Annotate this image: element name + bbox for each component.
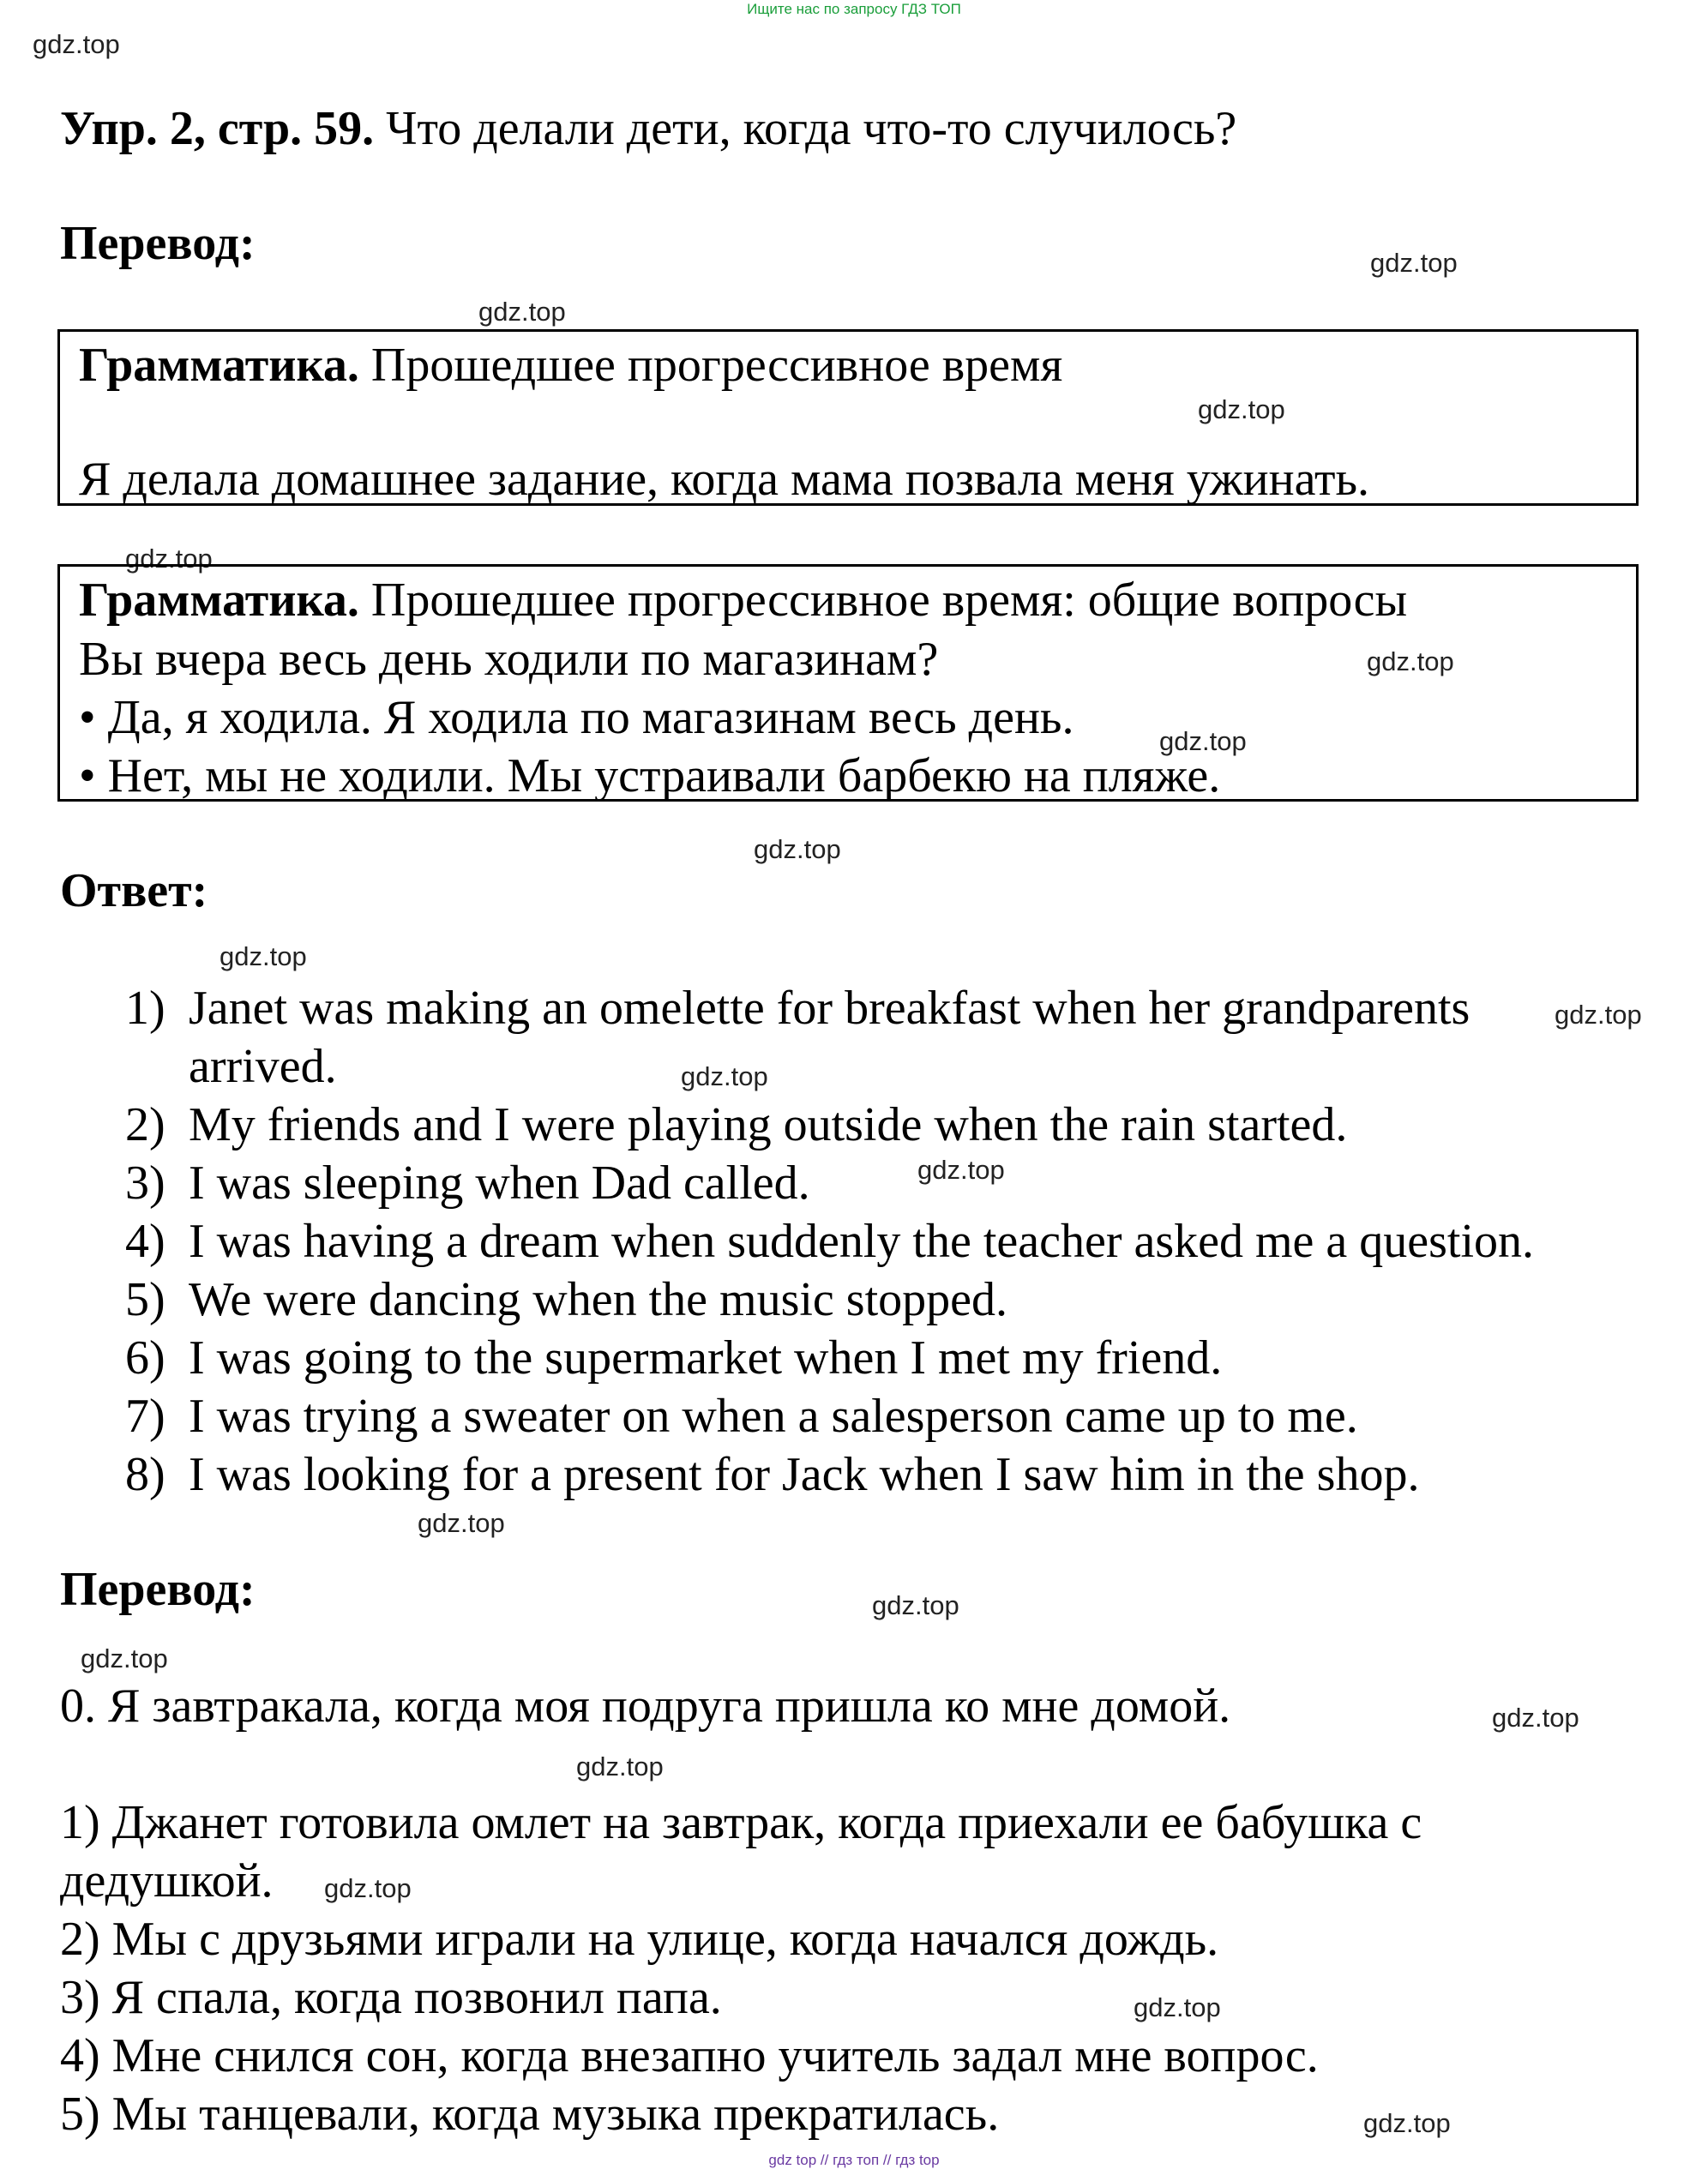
top-banner: Ищите нас по запросу ГДЗ ТОП bbox=[747, 1, 961, 17]
translation-item: 4) Мне снился сон, когда внезапно учитель задал мне вопрос. bbox=[60, 2029, 1319, 2082]
watermark: gdz.top bbox=[1370, 248, 1458, 278]
answer-item: I was sleeping when Dad called. bbox=[189, 1157, 810, 1210]
watermark: gdz.top bbox=[1159, 726, 1247, 756]
translation-item-continued: дедушкой. bbox=[60, 1854, 274, 1908]
answer-number: 5) bbox=[125, 1273, 165, 1326]
grammar-example: Я делала домашнее задание, когда мама позвала меня ужинать. bbox=[79, 453, 1370, 506]
answer-item: We were dancing when the music stopped. bbox=[189, 1273, 1007, 1326]
grammar-label: Грамматика. bbox=[79, 574, 359, 627]
watermark: gdz.top bbox=[33, 29, 120, 59]
watermark: gdz.top bbox=[1367, 646, 1454, 676]
exercise-task: Что делали дети, когда что-то случилось? bbox=[386, 102, 1237, 155]
answer-number: 1) bbox=[125, 982, 165, 1035]
watermark: gdz.top bbox=[324, 1873, 412, 1903]
watermark: gdz.top bbox=[1492, 1703, 1579, 1733]
watermark: gdz.top bbox=[1363, 2108, 1451, 2138]
watermark: gdz.top bbox=[576, 1751, 664, 1781]
answer-item-continued: arrived. bbox=[189, 1040, 337, 1093]
answer-number: 3) bbox=[125, 1157, 165, 1210]
answer-number: 7) bbox=[125, 1390, 165, 1443]
watermark: gdz.top bbox=[418, 1508, 505, 1538]
watermark: gdz.top bbox=[681, 1061, 768, 1091]
translation-item: 3) Я спала, когда позвонил папа. bbox=[60, 1971, 722, 2024]
grammar-topic: Прошедшее прогрессивное время bbox=[370, 339, 1063, 392]
grammar-box-title bbox=[79, 574, 1408, 627]
grammar-label: Грамматика. bbox=[79, 339, 359, 392]
translation-item: 0. Я завтракала, когда моя подруга пришла ко мне домой. bbox=[60, 1679, 1231, 1733]
answer-number: 6) bbox=[125, 1331, 165, 1385]
grammar-question: Вы вчера весь день ходили по магазинам? bbox=[79, 633, 939, 686]
answer-number: 4) bbox=[125, 1215, 165, 1268]
grammar-answer-no: • Нет, мы не ходили. Мы устраивали барбекю на пляже. bbox=[79, 749, 1221, 802]
answer-item: I was trying a sweater on when a salesperson came up to me. bbox=[189, 1390, 1358, 1443]
section-title-translation: Перевод: bbox=[60, 1563, 256, 1616]
answer-item: My friends and I were playing outside when the rain started. bbox=[189, 1098, 1348, 1151]
watermark: gdz.top bbox=[81, 1643, 168, 1673]
grammar-box-title bbox=[79, 339, 1063, 392]
bottom-banner: gdz top // гдз топ // гдз top bbox=[768, 2152, 940, 2168]
watermark: gdz.top bbox=[1134, 1992, 1221, 2022]
watermark: gdz.top bbox=[1198, 394, 1285, 424]
watermark: gdz.top bbox=[220, 941, 307, 971]
answer-number: 2) bbox=[125, 1098, 165, 1151]
watermark: gdz.top bbox=[917, 1155, 1005, 1185]
translation-item: 1) Джанет готовила омлет на завтрак, когда приехали ее бабушка с bbox=[60, 1796, 1422, 1849]
answer-item: I was looking for a present for Jack when I saw him in the shop. bbox=[189, 1448, 1420, 1501]
grammar-answer-yes: • Да, я ходила. Я ходила по магазинам весь день. bbox=[79, 691, 1074, 744]
answer-item: I was having a dream when suddenly the teacher asked me a question. bbox=[189, 1215, 1535, 1268]
watermark: gdz.top bbox=[125, 544, 213, 574]
exercise-header bbox=[60, 102, 1237, 155]
exercise-number: Упр. 2, стр. 59. bbox=[60, 102, 375, 155]
section-title-translation: Перевод: bbox=[60, 217, 256, 270]
grammar-topic: Прошедшее прогрессивное время: общие вопросы bbox=[370, 574, 1408, 627]
translation-item: 2) Мы с друзьями играли на улице, когда начался дождь. bbox=[60, 1913, 1219, 1966]
answer-item: Janet was making an omelette for breakfast when her grandparents bbox=[189, 982, 1470, 1035]
answer-number: 8) bbox=[125, 1448, 165, 1501]
watermark: gdz.top bbox=[478, 297, 566, 327]
watermark: gdz.top bbox=[872, 1590, 959, 1620]
answer-item: I was going to the supermarket when I met my friend. bbox=[189, 1331, 1223, 1385]
watermark: gdz.top bbox=[754, 834, 841, 864]
section-title-answer: Ответ: bbox=[60, 864, 208, 917]
translation-item: 5) Мы танцевали, когда музыка прекратилась. bbox=[60, 2088, 1000, 2141]
watermark: gdz.top bbox=[1555, 1000, 1642, 1030]
